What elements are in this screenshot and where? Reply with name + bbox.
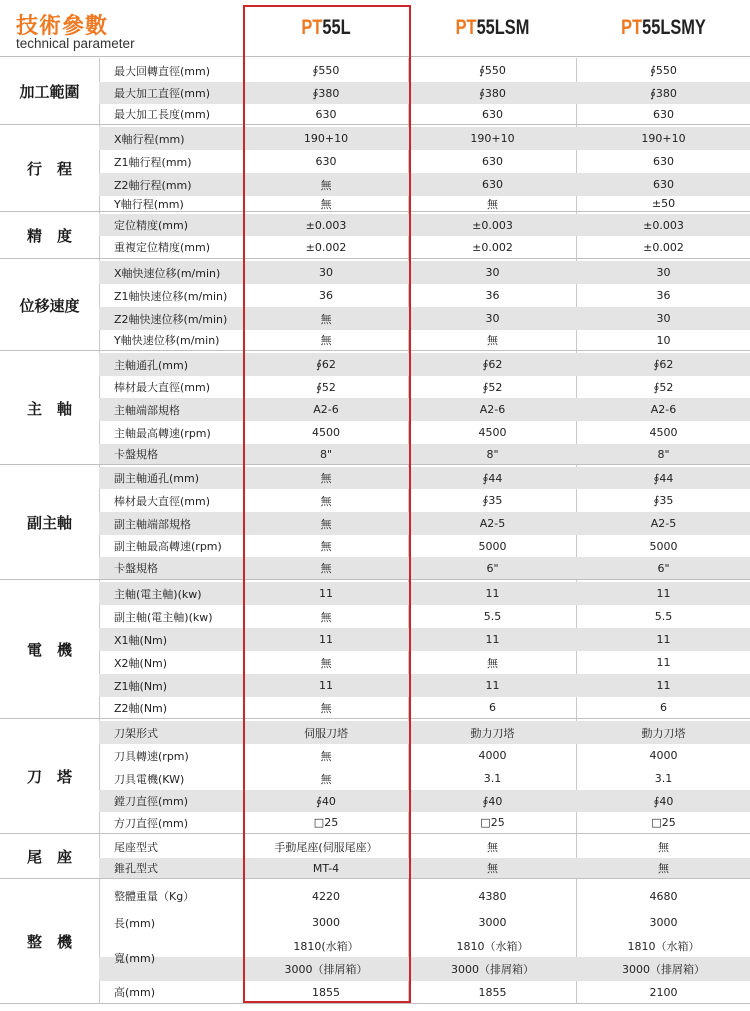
spec-value: 4220 <box>312 889 340 903</box>
section-divider <box>0 833 750 834</box>
spec-value: 無 <box>487 656 498 670</box>
spec-value: 無 <box>487 862 498 875</box>
spec-value: 3000 <box>478 916 507 929</box>
spec-label: Z2軸快速位移(m/min) <box>114 312 228 326</box>
section-category: 加工範圍 <box>19 82 80 101</box>
spec-value: 無 <box>487 334 498 347</box>
section-category: 行 程 <box>26 160 72 178</box>
spec-value: 無 <box>320 334 332 347</box>
spec-value: 5.5 <box>483 610 502 623</box>
spec-value: 630 <box>315 107 337 121</box>
spec-value: ∮380 <box>479 86 506 100</box>
section-divider <box>0 878 750 879</box>
section-category: 電 機 <box>26 641 72 659</box>
spec-value: 36 <box>656 289 671 302</box>
spec-value: 無 <box>320 517 332 531</box>
spec-label: Y軸快速位移(m/min) <box>114 334 220 347</box>
spec-value: 190+10 <box>470 132 515 145</box>
spec-value: 無 <box>320 494 332 508</box>
spec-label: 重複定位精度(mm) <box>114 241 211 254</box>
spec-label: 卡盤規格 <box>114 562 158 575</box>
spec-value: ∮550 <box>479 64 506 77</box>
spec-value: 6" <box>657 561 670 575</box>
page-title: 技術參數 <box>16 14 109 39</box>
spec-value: ∮52 <box>653 380 674 394</box>
spec-value: 1810（水箱） <box>456 939 529 953</box>
spec-value: ±0.002 <box>643 240 684 254</box>
model-prefix: PT <box>301 16 323 39</box>
spec-value: 無 <box>487 197 498 211</box>
spec-value: 動力刀塔 <box>641 726 686 740</box>
spec-value: 2100 <box>649 985 678 999</box>
section-category: 整 機 <box>26 933 72 951</box>
spec-value: 30 <box>319 266 333 279</box>
spec-label: 棒材最大直徑(mm) <box>114 381 211 394</box>
spec-value: 11 <box>656 656 671 669</box>
spec-label: 副主軸通孔(mm) <box>114 472 200 485</box>
spec-value: 手動尾座(伺服尾座） <box>274 841 378 854</box>
spec-value: 4500 <box>312 426 340 439</box>
spec-value: ∮380 <box>650 86 677 100</box>
spec-value: 4500 <box>649 426 678 439</box>
section-category: 位移速度 <box>19 296 80 315</box>
spec-label: 長(mm) <box>114 916 156 930</box>
spec-value: 3000 <box>649 916 678 929</box>
page-subtitle: technical parameter <box>16 36 135 51</box>
spec-value: ∮35 <box>653 494 674 507</box>
spec-value: ∮62 <box>653 358 674 371</box>
spec-label: 卡盤規格 <box>114 448 158 461</box>
spec-value: 1810（水箱） <box>627 939 700 953</box>
section-divider <box>0 211 750 212</box>
spec-value: A2-6 <box>313 403 339 416</box>
spec-value: ±0.003 <box>305 218 347 232</box>
spec-value: 11 <box>656 679 671 692</box>
spec-value: 6 <box>660 701 667 714</box>
spec-label: X1軸(Nm) <box>114 633 168 647</box>
spec-value: 無 <box>320 701 332 715</box>
spec-value: 11 <box>319 633 333 646</box>
spec-value: 無 <box>320 772 332 786</box>
spec-value: □25 <box>480 816 505 829</box>
spec-value: 無 <box>320 749 332 763</box>
model-suffix: 55L <box>322 16 351 39</box>
spec-value: 11 <box>319 587 333 600</box>
spec-value: 630 <box>653 107 674 121</box>
spec-value: ∮40 <box>653 794 674 808</box>
section-category: 主 軸 <box>26 399 72 418</box>
spec-value: ∮52 <box>316 380 336 394</box>
spec-value: ±0.003 <box>643 218 684 232</box>
spec-label: 最大加工長度(mm) <box>114 108 211 121</box>
spec-label: 錐孔型式 <box>114 862 158 875</box>
model-prefix: PT <box>621 16 643 39</box>
model-header-pt55lsmy <box>596 0 731 56</box>
spec-value: 無 <box>320 610 332 624</box>
spec-value: 1855 <box>478 985 507 999</box>
model-suffix: 55LSM <box>476 16 530 39</box>
spec-value: 8" <box>319 447 333 461</box>
spec-value: 5.5 <box>654 610 673 623</box>
spec-value: 1810(水箱） <box>293 939 359 953</box>
spec-label: 鏜刀直徑(mm) <box>114 795 189 808</box>
spec-value: 11 <box>656 587 671 600</box>
spec-value: 11 <box>485 587 500 600</box>
spec-value: ∮35 <box>482 494 503 507</box>
spec-label: 寬(mm) <box>114 951 156 965</box>
spec-label: Z2軸行程(mm) <box>114 178 192 192</box>
spec-label: 主軸(電主軸)(kw) <box>114 587 202 601</box>
section-divider <box>0 124 750 125</box>
spec-value: 11 <box>319 679 333 692</box>
spec-value: ±50 <box>651 197 676 210</box>
spec-value: 30 <box>485 266 500 279</box>
spec-label: 副主軸(電主軸)(kw) <box>114 610 213 624</box>
spec-label: 最大回轉直徑(mm) <box>114 64 211 78</box>
spec-value: 無 <box>320 540 332 553</box>
spec-value: 11 <box>485 679 500 692</box>
spec-value: 4500 <box>478 426 507 439</box>
spec-value: 動力刀塔 <box>470 726 515 740</box>
spec-value: 630 <box>653 178 674 191</box>
section-divider <box>0 258 750 259</box>
spec-label: 定位精度(mm) <box>114 219 189 232</box>
spec-label: 整體重量（Kg） <box>114 890 195 903</box>
spec-label: X2軸(Nm) <box>114 656 168 670</box>
spec-label: 副主軸端部規格 <box>114 517 191 531</box>
spec-value: 無 <box>320 197 332 211</box>
spec-label: 高(mm) <box>114 986 156 999</box>
section-category: 精 度 <box>26 227 72 245</box>
spec-value: 4000 <box>649 749 678 762</box>
section-divider <box>0 718 750 719</box>
spec-value: 3000（排屑箱） <box>284 963 368 976</box>
spec-label: 副主軸最高轉速(rpm) <box>114 540 222 553</box>
spec-value: 36 <box>485 289 500 302</box>
spec-label: 主軸通孔(mm) <box>114 358 189 372</box>
model-header-pt55l <box>263 0 389 56</box>
section-divider <box>0 56 750 57</box>
spec-label: 方刀直徑(mm) <box>114 816 189 830</box>
spec-label: Z1軸(Nm) <box>114 679 168 693</box>
section-category: 副主軸 <box>26 514 72 532</box>
spec-label: 主軸端部規格 <box>114 403 180 417</box>
spec-value: 190+10 <box>303 132 349 145</box>
spec-label: 刀具電機(KW) <box>114 772 185 786</box>
spec-value: ∮550 <box>312 64 340 77</box>
spec-label: Z2軸(Nm) <box>114 701 168 715</box>
spec-label: X軸行程(mm) <box>114 132 185 146</box>
spec-value: 10 <box>656 333 671 347</box>
spec-value: 無 <box>320 656 332 670</box>
spec-value: ∮52 <box>482 380 503 394</box>
spec-value: 8" <box>486 447 499 461</box>
spec-value: 5000 <box>478 539 507 553</box>
spec-value: 30 <box>485 312 500 325</box>
spec-value: 30 <box>656 266 671 279</box>
spec-label: 最大加工直徑(mm) <box>114 87 211 100</box>
spec-value: 無 <box>320 178 332 192</box>
spec-value: A2-6 <box>479 403 506 416</box>
section-divider <box>0 579 750 580</box>
spec-value: 630 <box>482 155 503 168</box>
spec-value: 630 <box>482 178 503 191</box>
spec-value: 伺服刀塔 <box>304 726 348 740</box>
spec-value: 4380 <box>478 889 507 903</box>
spec-value: 11 <box>656 633 671 646</box>
spec-label: 刀架形式 <box>114 726 158 740</box>
spec-value: 無 <box>320 312 332 326</box>
spec-value: ∮62 <box>316 358 336 371</box>
spec-value: A2-5 <box>650 517 677 530</box>
spec-value: 5000 <box>649 539 678 553</box>
spec-value: 6" <box>486 561 499 575</box>
spec-label: Z1軸行程(mm) <box>114 155 192 169</box>
spec-value: 無 <box>320 472 332 485</box>
section-category: 尾 座 <box>26 848 72 866</box>
spec-value: 630 <box>482 107 503 121</box>
spec-label: X軸快速位移(m/min) <box>114 266 221 280</box>
spec-value: 630 <box>315 155 337 168</box>
spec-value: A2-6 <box>650 403 677 416</box>
section-divider <box>0 1003 750 1004</box>
section-category: 刀 塔 <box>26 768 72 786</box>
spec-label: Y軸行程(mm) <box>114 197 184 211</box>
spec-value: 190+10 <box>641 132 686 145</box>
spec-value: 6 <box>489 701 496 714</box>
spec-value: 8" <box>657 447 670 461</box>
spec-value: 無 <box>658 862 669 875</box>
spec-value: ±0.003 <box>472 218 513 232</box>
spec-value: 3.1 <box>654 772 673 785</box>
spec-value: 3000 <box>312 916 340 929</box>
spec-value: ∮44 <box>482 471 503 485</box>
model-suffix: 55LSMY <box>642 16 706 39</box>
spec-value: ∮62 <box>482 358 503 371</box>
spec-value: 4000 <box>478 749 507 762</box>
spec-value: ∮380 <box>312 86 340 100</box>
spec-value: 3.1 <box>483 772 502 785</box>
spec-value: MT-4 <box>312 861 340 875</box>
spec-value: ∮40 <box>316 794 336 808</box>
spec-value: ±0.002 <box>305 240 347 254</box>
section-divider <box>0 350 750 351</box>
spec-value: 3000（排屑箱） <box>451 963 534 976</box>
spec-value: 630 <box>653 155 674 168</box>
spec-value: 3000（排屑箱） <box>622 963 705 976</box>
model-prefix: PT <box>455 16 477 39</box>
spec-value: 1855 <box>312 985 340 999</box>
spec-value: ±0.002 <box>472 240 513 254</box>
spec-value: ∮44 <box>653 471 674 485</box>
spec-value: □25 <box>313 816 339 829</box>
spec-value: 無 <box>487 841 498 854</box>
spec-value: ∮40 <box>482 794 503 808</box>
model-header-pt55lsm <box>428 0 557 56</box>
spec-label: 刀具轉速(rpm) <box>114 749 189 763</box>
spec-label: 主軸最高轉速(rpm) <box>114 426 211 440</box>
spec-label: Z1軸快速位移(m/min) <box>114 289 228 303</box>
spec-value: 無 <box>658 841 669 854</box>
spec-value: 無 <box>320 562 332 575</box>
spec-value: A2-5 <box>479 517 506 530</box>
spec-label: 棒材最大直徑(mm) <box>114 494 211 508</box>
spec-value: □25 <box>651 816 676 829</box>
spec-value: ∮550 <box>650 64 677 77</box>
spec-value: 11 <box>485 633 500 646</box>
section-divider <box>0 464 750 465</box>
spec-value: 4680 <box>649 889 678 903</box>
spec-label: 尾座型式 <box>114 841 158 854</box>
spec-value: 36 <box>319 289 333 302</box>
spec-value: 30 <box>656 312 671 325</box>
